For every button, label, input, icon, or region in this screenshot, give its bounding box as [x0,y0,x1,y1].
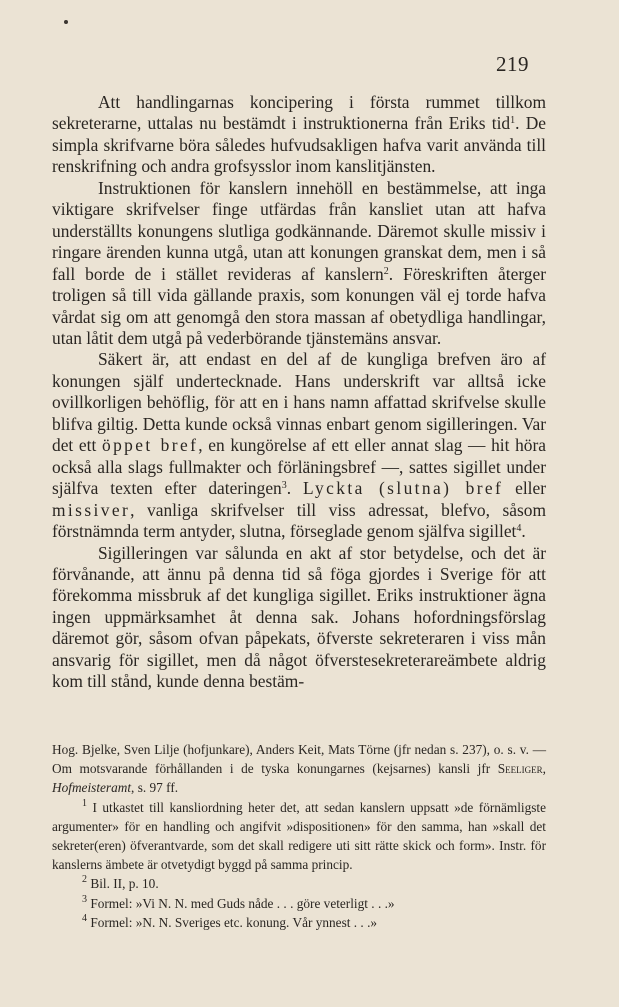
page-number: 219 [496,52,529,76]
footnote-ref-4[interactable]: 4 [516,523,522,535]
footnote-1: $^1$ I utkastet till kansliordning heter det, att sedan kanslern uppsatt »de förnämligste argumenter» för en handling och angifvit »dispositionen» för den samma, han »skall det sekreter(eren) öfverantvarde, som det skall redigere uti sitt rätte skick och form». Instr. för kanslerns ämbete är otvetydigt byggd på samma princip. [52,797,546,873]
paragraph-4: Sigilleringen var sålunda en akt af stor betydelse, och det är förvånande, att ännu på denna tid så föga gjordes i Sverige för att förekomma missbruk af det kungliga sigillet. Eriks instruktioner ägna ingen uppmärksamhet åt denna sak. Johans hofordningsförslag däremot gör, såsom ofvan påpekats, öfverste sekreteraren i viss mån ansvarig för sigillet, men då något öfverstesekreterareämbete aldrig kom till stånd, kunde denna bestäm- [52,542,546,692]
footnote-marker: 2 [82,874,87,886]
ink-speck [64,20,68,24]
footnote-marker: 4 [82,912,87,924]
paragraph-1: Att handlingarnas koncipering i första rummet tillkom sekreterarne, uttalas nu bestämdt i instruktionerna från Eriks tid$^1$. De simpla skrifvarne böra således hufvudsakligen hafva varit använda till renskrifning och andra grofsysslor inom kanslitjänsten. [52,92,546,177]
footnote-2: $^2$ Bil. II, p. 10. [82,874,159,892]
term-open-letter: öppet bref [101,435,199,456]
footnote-4: $^4$ Formel: »N. N. Sveriges etc. konung. Vår ynnest . . .» [82,912,378,930]
cited-author: Seeliger [497,761,543,777]
footnote-3: $^3$ Formel: »Vi N. N. med Guds nåde . . . göre veterligt . . .» [82,893,395,911]
footnotes [52,740,546,932]
main-text [52,92,546,693]
footnote-ref-1[interactable]: 1 [510,115,516,127]
term-closed-letter: Lyckta (slutna) bref [302,478,504,499]
paragraph-2: Instruktionen för kanslern innehöll en bestämmelse, att inga viktigare skrifvelser finge utfärdas från kansliet utan att hafva underställts konungens slutliga godkännande. Däremot skulle missiv i ringare ärenden kunna utgå, utan att konungen granskat dem, men i så fall borde de i stället revideras af kanslern$^2$. Föreskriften återger troligen så till vida gällande praxis, som konungen väl ej torde hafva vårdat sig om att genomgå den stora massan af obetydliga handlingar, utan låtit dem utgå på vederbörande tjänstemäns ansvar. [52,177,546,348]
footnote-ref-2[interactable]: 2 [383,265,389,277]
cited-title: Hofmeisteramt [52,780,132,796]
footnote-continuation: Hog. Bjelke, Sven Lilje (hofjunkare), Anders Keit, Mats Törne (jfr nedan s. 237), o. s. v. — Om motsvarande förhållanden i de tyska konungarnes (kejsarnes) kansli jfr Seeliger, Hofmeisteramt, s. 97 ff. [52,742,546,796]
footnote-ref-3[interactable]: 3 [281,480,287,492]
term-missives: missiver [52,499,131,520]
footnote-marker: 3 [82,893,87,905]
footnote-marker: 1 [82,797,87,809]
paragraph-3: Säkert är, att endast en del af de kungliga brefven äro af konungen själf undertecknade. Hans underskrift var alltså icke ovillkorligen behöflig, för att en i hans namn affattad skrifvelse skulle blifva giltig. Detta kunde också vinnas enbart genom sigilleringen. Var det ett öppet bref, en kungörelse af ett eller annat slag — hit höra också alla slags fullmakter och förläningsbref —, sattes sigillet under själfva texten efter dateringen$^3$. Lyckta (slutna) bref eller missiver, vanliga skrifvelser till viss adressat, blefvo, såsom förstnämnda term antyder, slutna, förseglade genom själfva sigillet$^4$. [52,349,547,542]
